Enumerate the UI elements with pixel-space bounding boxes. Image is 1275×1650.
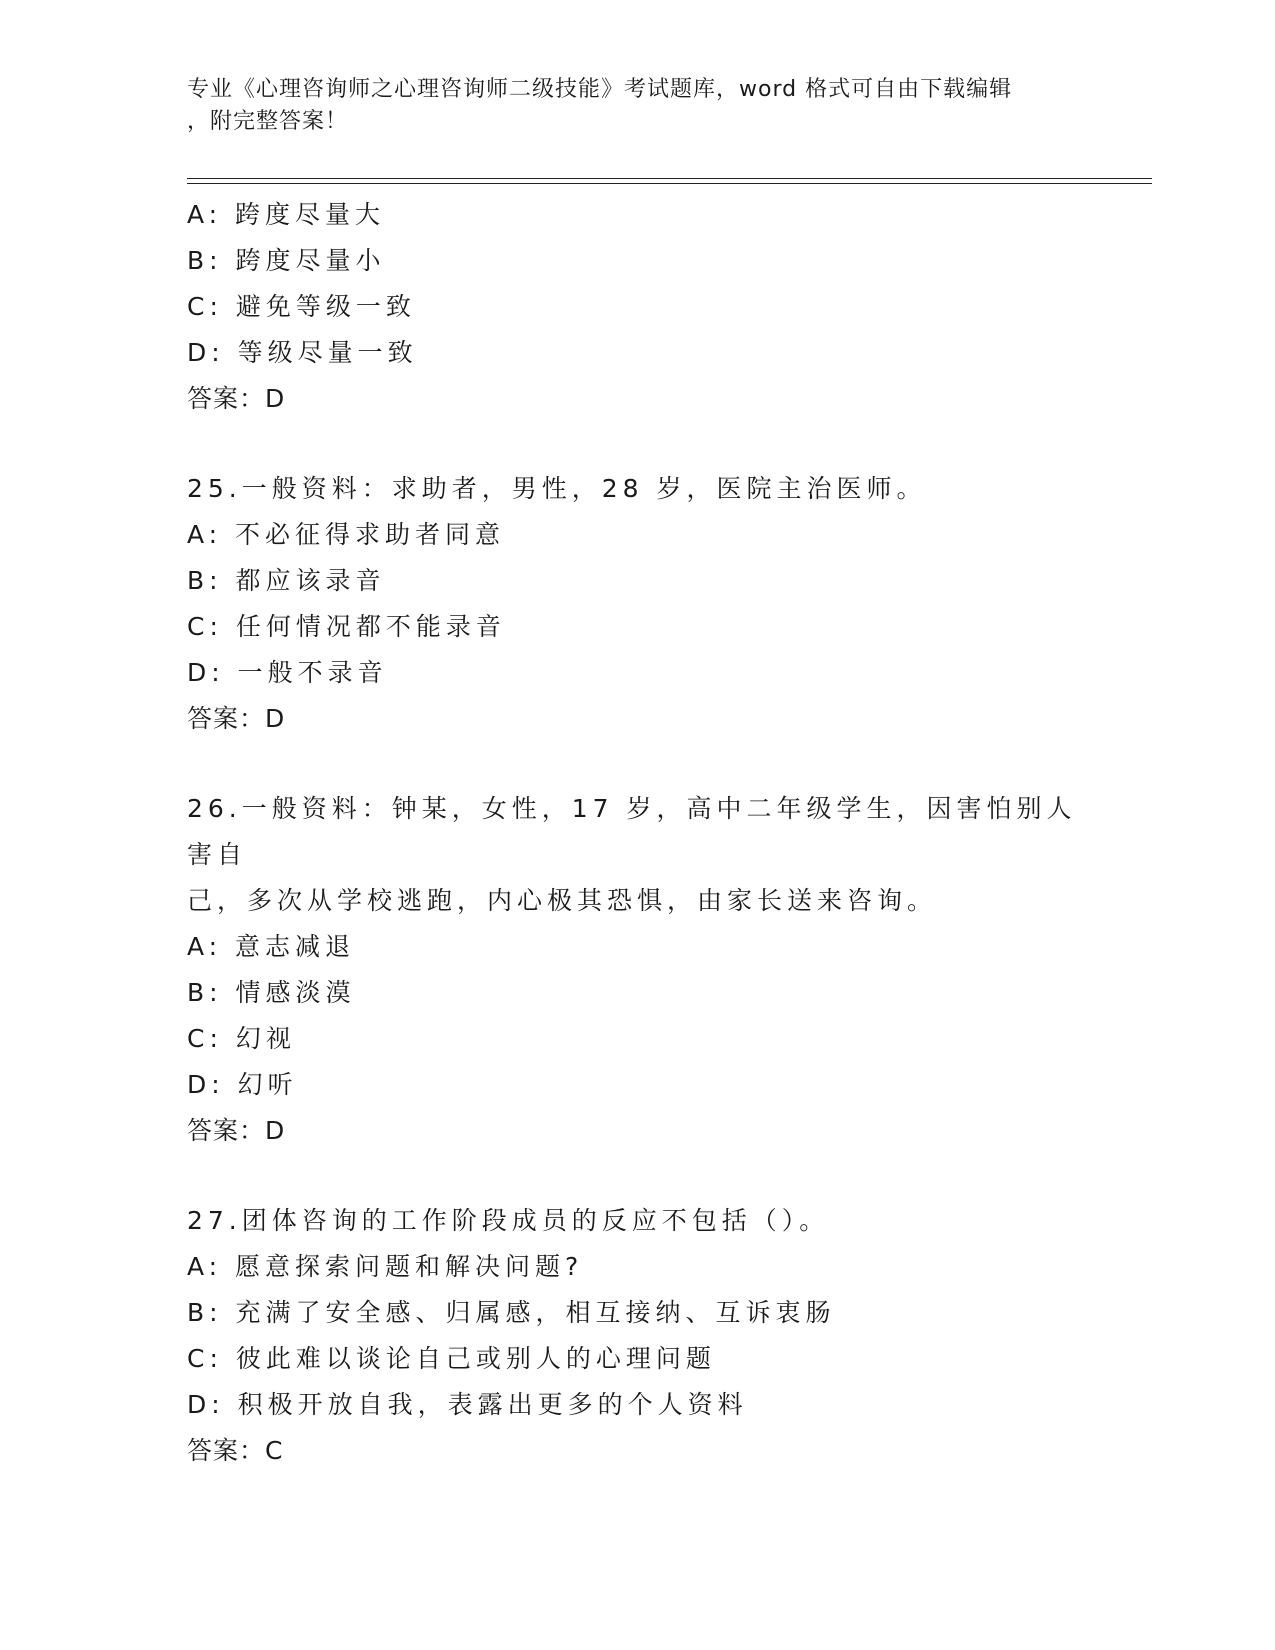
option-a: A: 跨度尽量大: [187, 200, 386, 229]
option-b: B: 情感淡漠: [187, 978, 356, 1007]
header-line-2: ，附完整答案！: [187, 109, 349, 134]
answer: 答案：C: [187, 1436, 284, 1465]
question-block-27: [187, 1198, 1087, 1474]
question-text: 25.一般资料：求助者，男性，28 岁，医院主治医师。: [187, 474, 927, 503]
header-rule-bottom: [187, 183, 1152, 184]
answer: 答案：D: [187, 704, 286, 733]
option-d: D: 积极开放自我，表露出更多的个人资料: [187, 1390, 748, 1419]
option-b: B: 充满了安全感、归属感，相互接纳、互诉衷肠: [187, 1298, 836, 1327]
question-list: [187, 192, 1087, 1474]
option-c: C: 避免等级一致: [187, 292, 416, 321]
option-a: A: 愿意探索问题和解决问题?: [187, 1252, 584, 1281]
question-block-25: [187, 466, 1087, 742]
option-a: A: 不必征得求助者同意: [187, 520, 506, 549]
option-d: D: 等级尽量一致: [187, 338, 418, 367]
option-a: A: 意志减退: [187, 932, 356, 961]
option-d: D: 一般不录音: [187, 658, 388, 687]
header-line-1: 专业《心理咨询师之心理咨询师二级技能》考试题库，word 格式可自由下载编辑: [187, 77, 1013, 102]
option-b: B: 跨度尽量小: [187, 246, 386, 275]
option-c: C: 幻视: [187, 1024, 296, 1053]
answer: 答案：D: [187, 384, 286, 413]
header-rule-top: [187, 178, 1152, 179]
option-d: D: 幻听: [187, 1070, 298, 1099]
question-block-24: [187, 192, 1087, 422]
option-c: C: 彼此难以谈论自己或别人的心理问题: [187, 1344, 716, 1373]
option-c: C: 任何情况都不能录音: [187, 612, 506, 641]
option-b: B: 都应该录音: [187, 566, 386, 595]
document-header: [187, 74, 1067, 138]
question-text-line-1: 26.一般资料：钟某，女性，17 岁，高中二年级学生，因害怕别人害自: [187, 794, 1077, 869]
question-text-line-2: 己，多次从学校逃跑，内心极其恐惧，由家长送来咨询。: [187, 886, 938, 915]
question-block-26: [187, 786, 1087, 1154]
answer: 答案：D: [187, 1116, 286, 1145]
question-text: 27.团体咨询的工作阶段成员的反应不包括（）。: [187, 1206, 830, 1235]
